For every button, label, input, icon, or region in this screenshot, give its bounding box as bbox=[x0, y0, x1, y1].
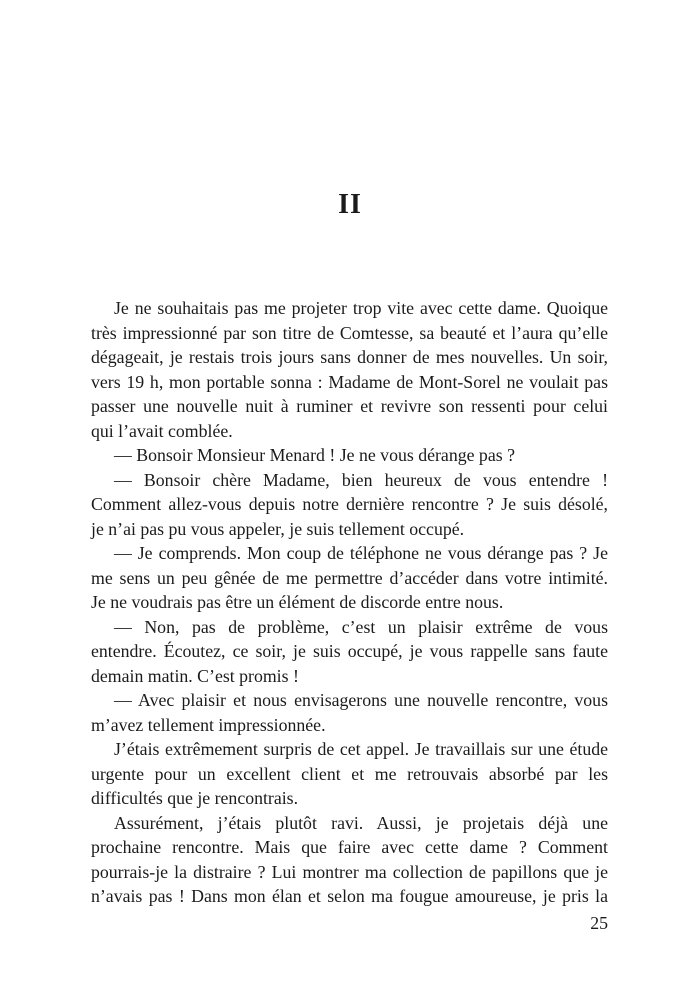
dialogue-paragraph bbox=[91, 615, 608, 689]
paragraph bbox=[91, 811, 608, 909]
text-line: J’étais extrêmement surpris de cet appel. Je travaillais sur une étude bbox=[114, 739, 608, 759]
text-line: — Bonsoir Monsieur Menard ! Je ne vous dérange pas ? bbox=[114, 445, 515, 465]
text-line: pourrais-je la distraire ? Lui montrer ma collection de papillons que je bbox=[91, 861, 608, 882]
text-line: je n’ai pas pu vous appeler, je suis tellement occupé. bbox=[91, 518, 465, 539]
text-line: vers 19 h, mon portable sonna : Madame de Mont-Sorel ne voulait pas bbox=[91, 371, 608, 392]
text-line: prochaine rencontre. Mais que faire avec cette dame ? Comment bbox=[91, 837, 608, 857]
page-number: 25 bbox=[590, 913, 608, 933]
text-line: dégageait, je restais trois jours sans donner de mes nouvelles. Un soir, bbox=[91, 347, 608, 367]
text-line: très impressionné par son titre de Comtesse, sa beauté et l’aura qu’elle bbox=[91, 322, 608, 343]
text-line: Je ne souhaitais pas me projeter trop vite avec cette dame. Quoique bbox=[114, 298, 608, 318]
text-line: n’avais pas ! Dans mon élan et selon ma fougue amoureuse, je pris la bbox=[91, 886, 608, 906]
text-line: m’avez tellement impressionnée. bbox=[91, 714, 326, 735]
text-body bbox=[91, 296, 608, 909]
dialogue-paragraph bbox=[91, 468, 608, 542]
text-line: me sens un peu gênée de me permettre d’accéder dans votre intimité. bbox=[91, 567, 608, 588]
text-line: demain matin. C’est promis ! bbox=[91, 665, 299, 686]
dialogue-paragraph bbox=[91, 541, 608, 615]
text-line: Assurément, j’étais plutôt ravi. Aussi, je projetais déjà une bbox=[114, 812, 608, 833]
text-line: — Bonsoir chère Madame, bien heureux de vous entendre ! bbox=[114, 469, 608, 490]
text-line: — Non, pas de problème, c’est un plaisir extrême de vous bbox=[114, 616, 608, 637]
text-line: — Avec plaisir et nous envisagerons une nouvelle rencontre, vous bbox=[114, 690, 608, 710]
paragraph bbox=[91, 296, 608, 443]
text-line: difficultés que je rencontrais. bbox=[91, 788, 299, 808]
dialogue-paragraph bbox=[91, 688, 608, 737]
paragraph bbox=[91, 737, 608, 811]
text-line: urgente pour un excellent client et me retrouvais absorbé par les bbox=[91, 763, 608, 784]
text-line: Je ne voudrais pas être un élément de discorde entre nous. bbox=[91, 592, 504, 612]
text-line: qui l’avait comblée. bbox=[91, 420, 233, 441]
text-line: — Je comprends. Mon coup de téléphone ne vous dérange pas ? Je bbox=[114, 543, 608, 563]
text-line: Comment allez-vous depuis notre dernière rencontre ? Je suis désolé, bbox=[91, 494, 608, 514]
text-line: entendre. Écoutez, ce soir, je suis occupé, je vous rappelle sans faute bbox=[91, 641, 608, 661]
chapter-heading: II bbox=[338, 189, 362, 220]
dialogue-paragraph bbox=[91, 443, 608, 468]
text-line: passer une nouvelle nuit à ruminer et revivre son ressenti pour celui bbox=[91, 396, 608, 416]
